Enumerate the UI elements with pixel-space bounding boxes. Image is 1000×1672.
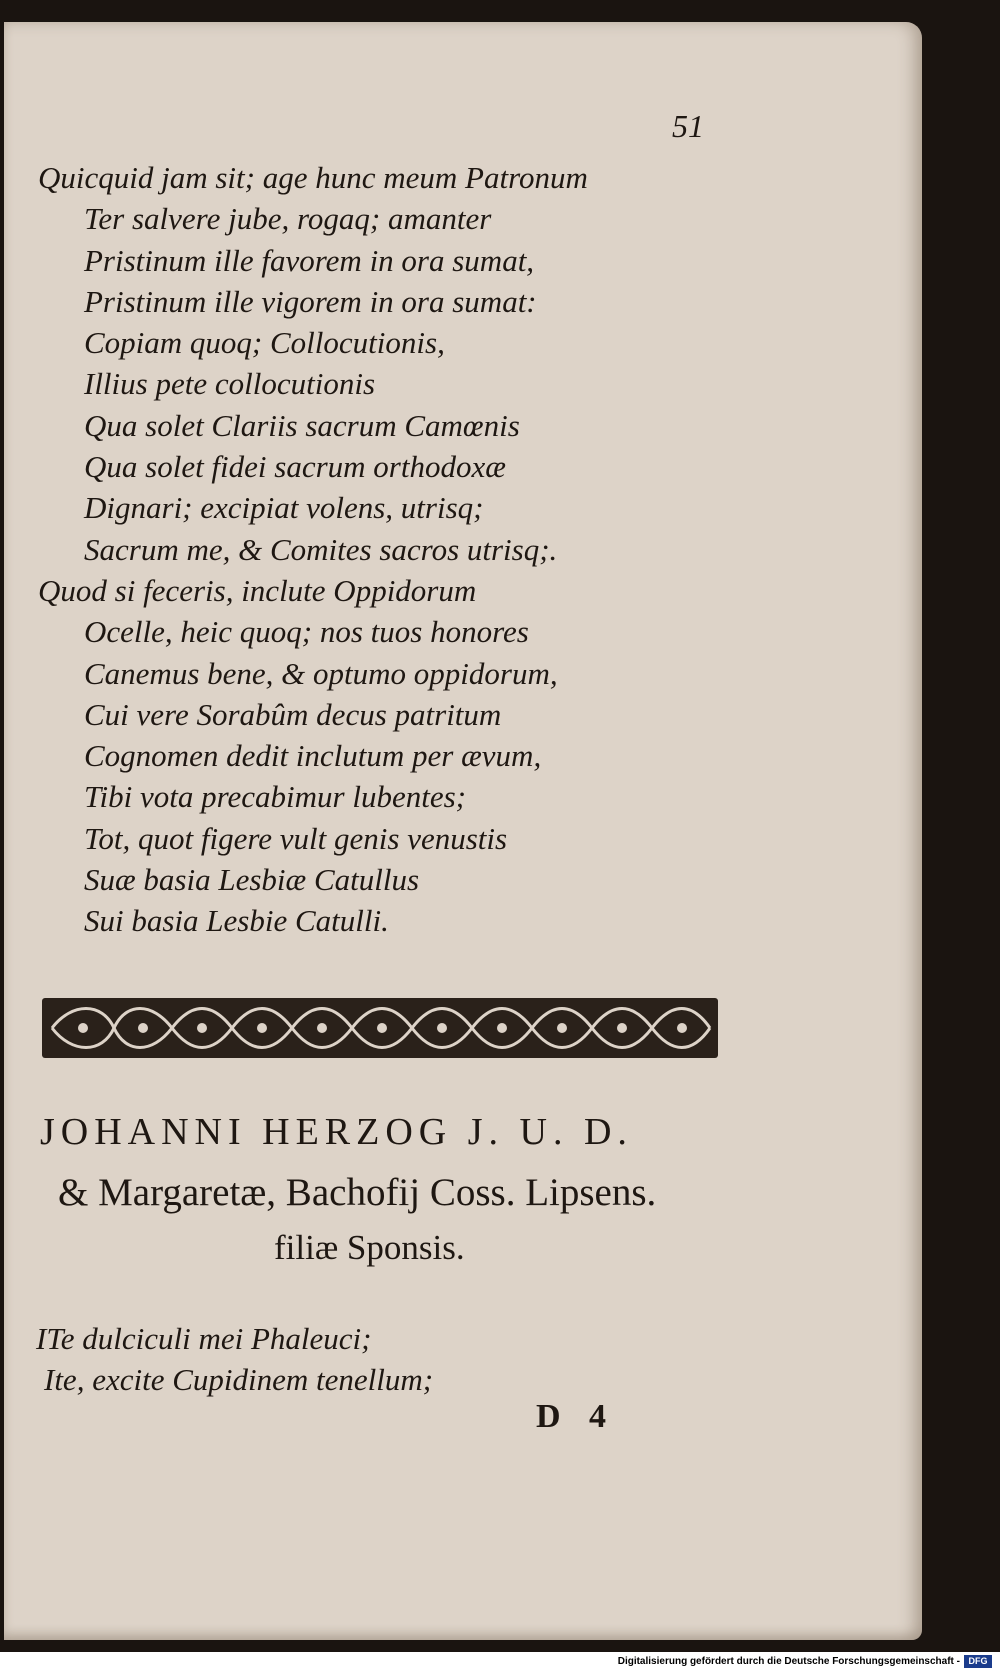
verse-line: ITe dulciculi mei Phaleuci;	[36, 1321, 372, 1356]
verse-line: Ocelle, heic quoq; nos tuos honores	[84, 614, 529, 650]
poem-verse-block	[4, 157, 704, 942]
book-page	[4, 22, 922, 1640]
verse-line: Tot, quot figere vult genis venustis	[84, 820, 508, 856]
verse-line: Ter salvere jube, rogaq; amanter	[84, 201, 492, 237]
verse-line: Pristinum ille favorem in ora sumat,	[84, 242, 535, 278]
verse-line: Qua solet fidei sacrum orthodoxæ	[84, 449, 506, 485]
signature-mark: D 4	[536, 1398, 617, 1435]
verse-line: Suæ basia Lesbiæ Catullus	[84, 862, 420, 898]
page-number: 51	[672, 108, 704, 144]
verse-line: Quicquid jam sit; age hunc meum Patronum	[38, 160, 588, 195]
verse-line: Cognomen dedit inclutum per ævum,	[84, 738, 542, 774]
heading-line-2: & Margaretæ, Bachofij Coss. Lipsens.	[58, 1171, 657, 1214]
verse-line: Tibi vota precabimur lubentes;	[84, 779, 467, 815]
dfg-logo: DFG	[964, 1655, 992, 1668]
verse-line: Sui basia Lesbie Catulli.	[84, 903, 389, 939]
heading-line-3: filiæ Sponsis.	[274, 1228, 465, 1267]
verse-line: Ite, excite Cupidinem tenellum;	[44, 1362, 434, 1398]
ornamental-border	[42, 994, 718, 1062]
funding-notice: Digitalisierung gefördert durch die Deutsche Forschungsgemeinschaft -	[617, 1656, 960, 1667]
verse-line: Illius pete collocutionis	[84, 366, 376, 402]
heading-line-1: JOHANNI HERZOG J. U. D.	[40, 1111, 633, 1153]
verse-line: Sacrum me, & Comites sacros utrisq;.	[84, 531, 558, 567]
poem-verse-block-2	[4, 1318, 704, 1401]
verse-line: Qua solet Clariis sacrum Camœnis	[84, 407, 520, 443]
verse-line: Pristinum ille vigorem in ora sumat:	[84, 283, 537, 319]
verse-line: Canemus bene, & optumo oppidorum,	[84, 655, 558, 691]
verse-line: Copiam quoq; Collocutionis,	[84, 325, 445, 361]
verse-line: Quod si feceris, inclute Oppidorum	[38, 572, 477, 608]
verse-line: Cui vere Sorabûm decus patritum	[84, 696, 502, 732]
verse-line: Dignari; excipiat volens, utrisq;	[84, 490, 484, 526]
